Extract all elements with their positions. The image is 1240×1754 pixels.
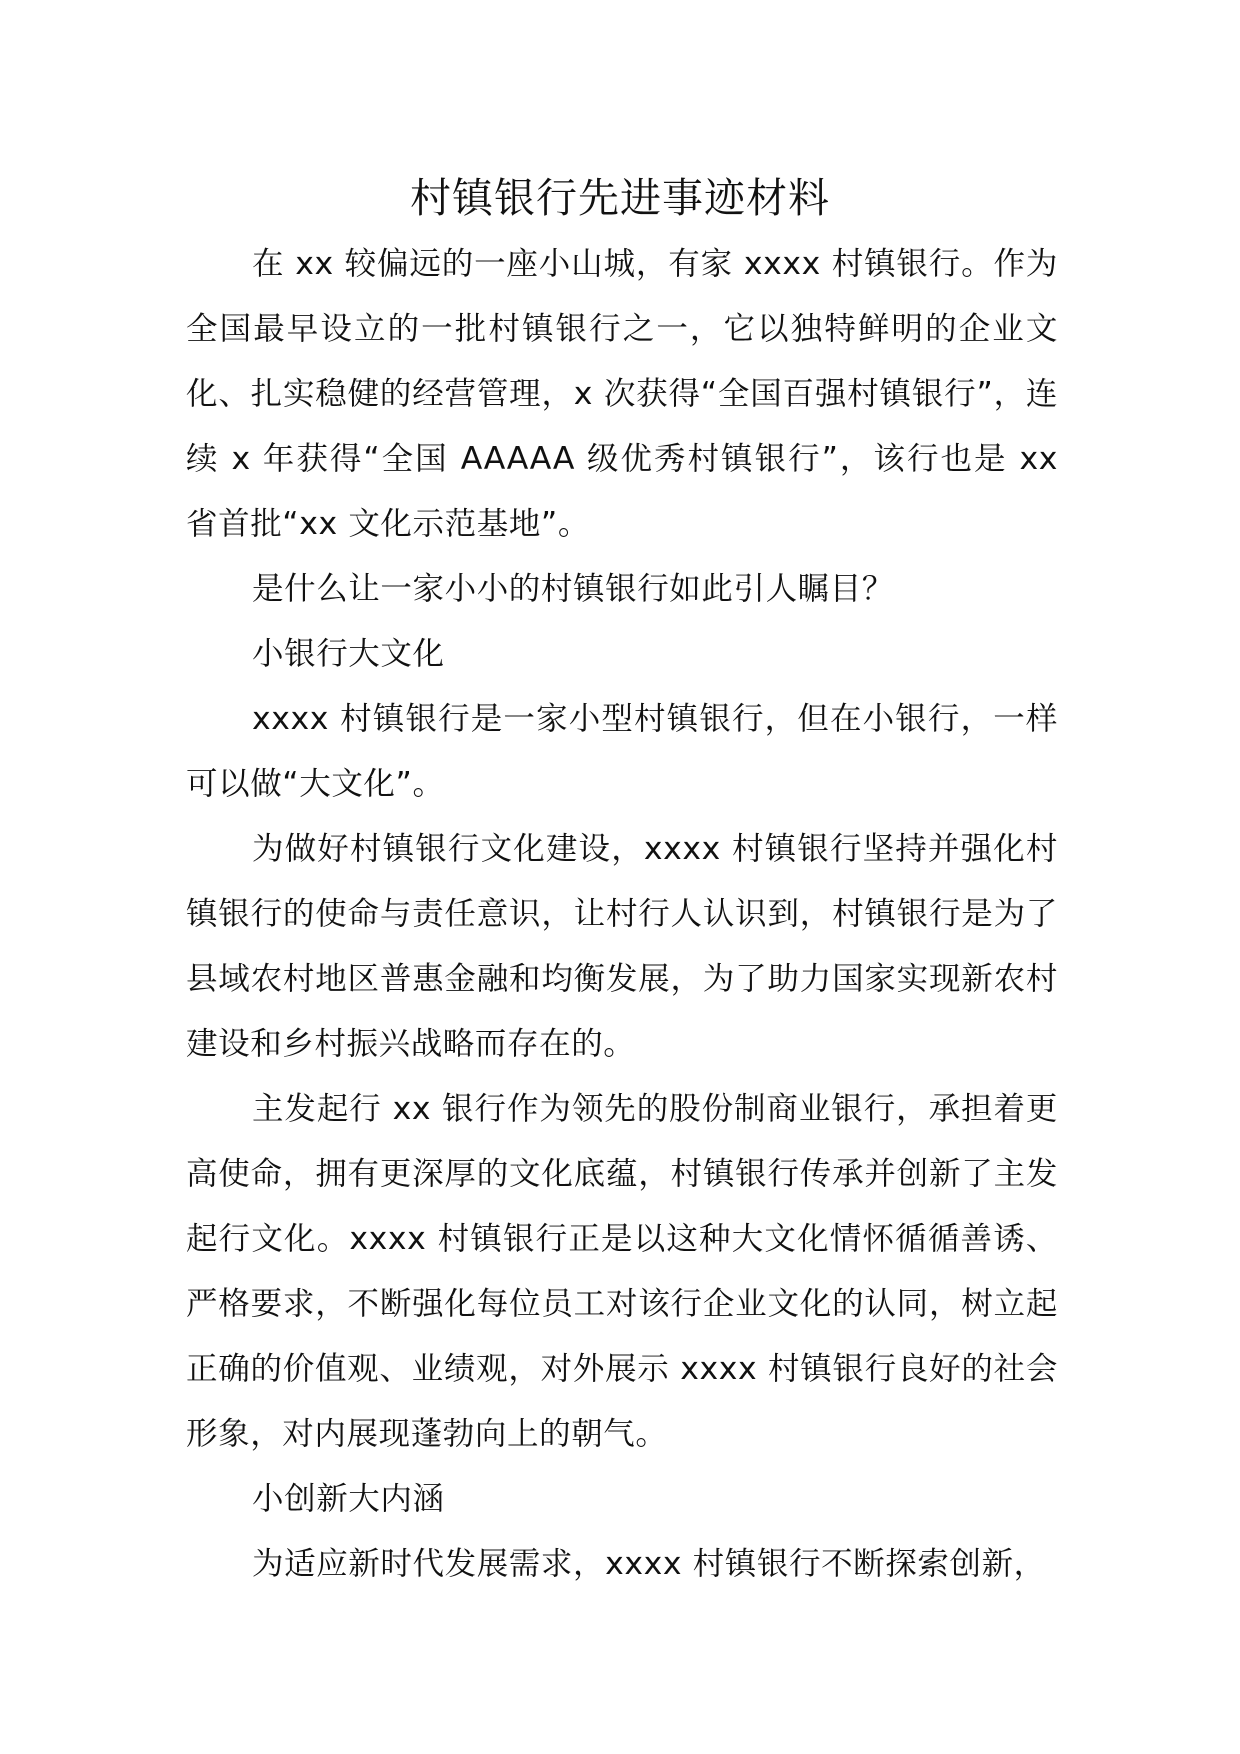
paragraph-mission: 为做好村镇银行文化建设，xxxx 村镇银行坚持并强化村镇银行的使命与责任意识，让村行人认识到，村镇银行是为了县域农村地区普惠金融和均衡发展，为了助力国家实现新农村建设和乡村振兴战略而存在的。	[186, 831, 1058, 1062]
paragraph-parent-bank-culture: 主发起行 xx 银行作为领先的股份制商业银行，承担着更高使命，拥有更深厚的文化底蕴，村镇银行传承并创新了主发起行文化。xxxx 村镇银行正是以这种大文化情怀循循善诱、严格要求，不断强化每位员工对该行企业文化的认同，树立起正确的价值观、业绩观，对外展示 xxxx 村镇银行良好的社会形象，对内展现蓬勃向上的朝气。	[186, 1091, 1058, 1452]
paragraph-big-culture: xxxx 村镇银行是一家小型村镇银行，但在小银行，一样可以做“大文化”。	[186, 701, 1058, 802]
document-body	[186, 232, 1058, 1597]
paragraph-question: 是什么让一家小小的村镇银行如此引人瞩目？	[252, 571, 895, 607]
section-heading-small-bank-big-culture: 小银行大文化	[252, 636, 445, 672]
section-heading-small-innovation: 小创新大内涵	[252, 1481, 445, 1517]
paragraph-intro: 在 xx 较偏远的一座小山城，有家 xxxx 村镇银行。作为全国最早设立的一批村镇银行之一，它以独特鲜明的企业文化、扎实稳健的经营管理，x 次获得“全国百强村镇银行”，连续 x 年获得“全国 AAAAA 级优秀村镇银行”，该行也是 xx 省首批“xx 文化示范基地”。	[186, 246, 1058, 542]
document-title: 村镇银行先进事迹材料	[410, 174, 830, 222]
paragraph-innovation: 为适应新时代发展需求，xxxx 村镇银行不断探索创新，	[252, 1546, 1046, 1582]
